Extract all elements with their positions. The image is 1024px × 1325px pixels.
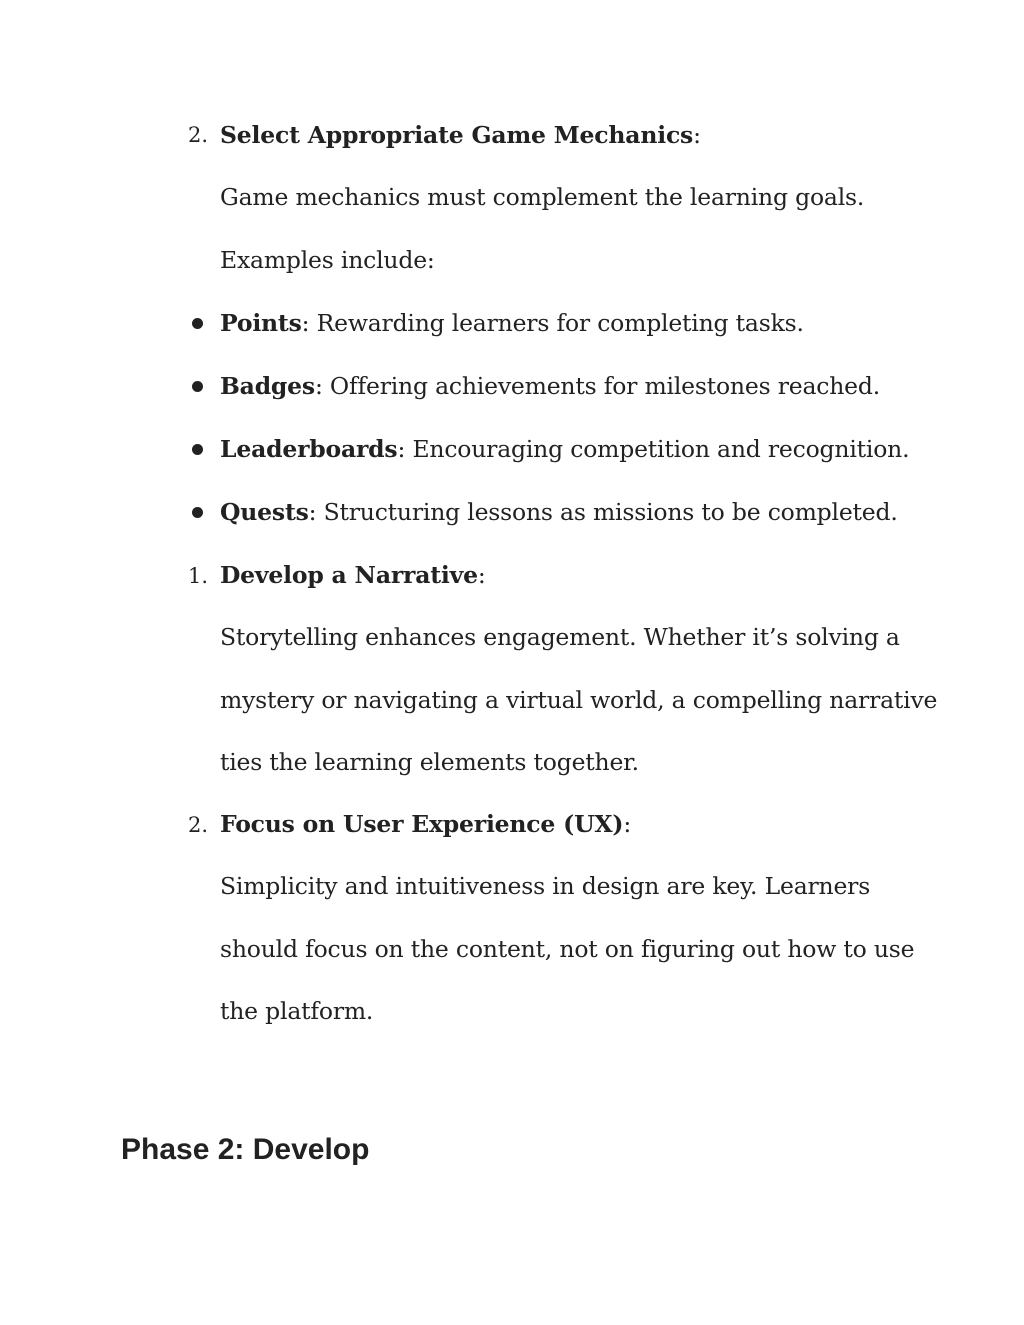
list-number: 1.	[188, 564, 209, 588]
paragraph-line: the platform.	[220, 997, 374, 1025]
bullet-item	[220, 497, 898, 527]
paragraph-line: Storytelling enhances engagement. Whether it’s solving a	[220, 623, 900, 651]
paragraph-line: Examples include:	[220, 246, 435, 274]
section-title: Select Appropriate Game Mechanics	[220, 121, 694, 149]
bullet-term: Quests	[220, 498, 309, 526]
bullet-text: : Offering achievements for milestones reached.	[314, 372, 880, 400]
title-colon: :	[623, 810, 632, 838]
bullet-text: : Rewarding learners for completing tasks.	[301, 309, 804, 337]
bullet-icon	[192, 318, 203, 329]
section-title: Develop a Narrative	[220, 561, 478, 589]
bullet-term: Leaderboards	[220, 435, 398, 463]
bullet-term: Badges	[220, 372, 315, 400]
section-title: Focus on User Experience (UX)	[220, 810, 624, 838]
section-heading: Phase 2: Develop	[121, 1133, 370, 1166]
bullet-term: Points	[220, 309, 302, 337]
bullet-item	[220, 308, 804, 338]
section-title-line	[220, 809, 631, 839]
bullet-item	[220, 434, 909, 464]
bullet-item	[220, 371, 880, 401]
paragraph-line: should focus on the content, not on figuring out how to use	[220, 935, 915, 963]
paragraph-line: Game mechanics must complement the learning goals.	[220, 183, 865, 211]
section-title-line	[220, 560, 486, 590]
list-number: 2.	[188, 123, 209, 147]
bullet-icon	[192, 381, 203, 392]
bullet-text: : Encouraging competition and recognition.	[397, 435, 910, 463]
paragraph-line: ties the learning elements together.	[220, 748, 639, 776]
bullet-text: : Structuring lessons as missions to be completed.	[308, 498, 898, 526]
title-colon: :	[477, 561, 486, 589]
section-title-line	[220, 120, 701, 150]
title-colon: :	[693, 121, 701, 149]
paragraph-line: mystery or navigating a virtual world, a compelling narrative	[220, 686, 938, 714]
list-number: 2.	[188, 813, 209, 837]
paragraph-line: Simplicity and intuitiveness in design are key. Learners	[220, 872, 871, 900]
bullet-icon	[192, 444, 203, 455]
bullet-icon	[192, 507, 203, 518]
